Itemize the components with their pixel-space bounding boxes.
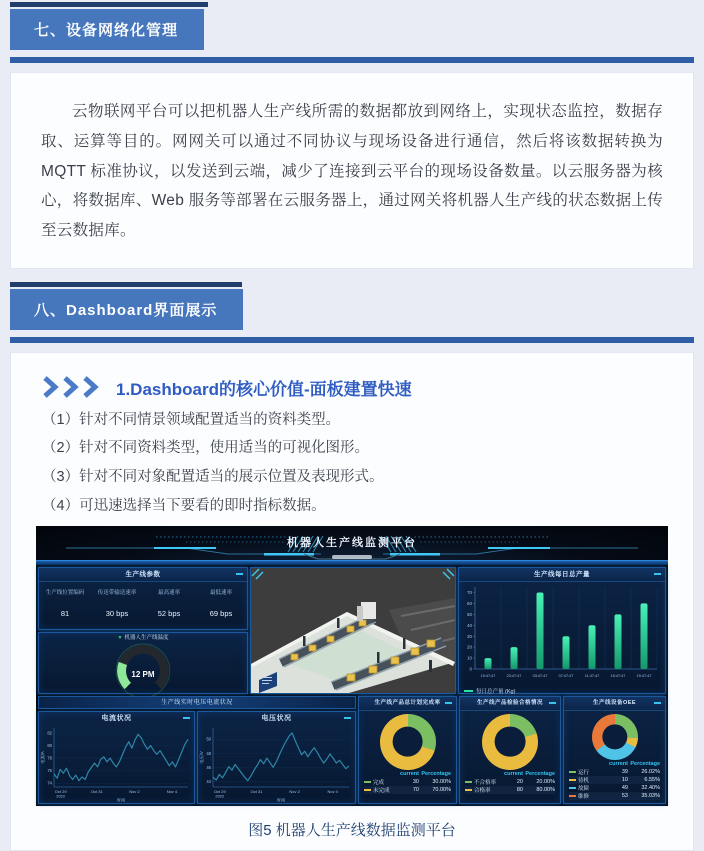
legend-row: 运行 39 26.02% <box>569 768 660 776</box>
svg-text:50: 50 <box>206 736 211 742</box>
section-7-top-bar <box>10 2 208 7</box>
svg-text:15:47:47: 15:47:47 <box>610 673 626 678</box>
svg-text:Oct 292022: Oct 29 2022 <box>54 788 67 799</box>
panel-title: 生产线产品检验合格情况 <box>460 697 560 711</box>
svg-text:30: 30 <box>466 633 472 639</box>
section-7 <box>10 0 694 269</box>
legend-dash-icon <box>464 690 473 692</box>
svg-text:20: 20 <box>466 644 472 650</box>
green-caret-icon: ▼ <box>117 634 123 641</box>
svg-text:Nov 4: Nov 4 <box>166 788 178 794</box>
section-8-heading: 八、Dashboard界面展示 <box>10 289 243 330</box>
donut-legend: current Percentage 不合格率 20 20.00% 合格率 80 80.00% <box>460 771 560 794</box>
bar-chart-legend: 每日总产量 (Kg) <box>464 687 665 695</box>
daily-output-bar-chart <box>459 582 663 681</box>
dashboard-title: 机器人生产线监测平台 <box>287 536 417 549</box>
legend-row: 不合格率 20 20.00% <box>465 778 555 786</box>
param-cell: 最低速率 69 bps <box>209 589 233 618</box>
panel-production-line-params <box>38 567 248 630</box>
svg-text:Oct 292022: Oct 29 2022 <box>213 788 226 799</box>
collapse-dash-icon <box>654 702 661 704</box>
svg-text:Nov 2: Nov 2 <box>129 788 140 794</box>
donut-chart <box>482 714 538 770</box>
list-item: （4）可迅速选择当下要看的即时指标数据。 <box>42 497 326 514</box>
voltage-current-section-header: 生产线实时电压电流状况 <box>38 696 356 709</box>
panel-title: 生产线每日总产量 <box>459 568 665 582</box>
collapse-dash-icon <box>236 573 243 575</box>
subsection-title-row <box>42 375 668 400</box>
svg-text:11:47:47: 11:47:47 <box>584 673 600 678</box>
section-7-card <box>10 72 694 269</box>
legend-row: 维修 53 35.03% <box>569 792 660 800</box>
params-table <box>39 588 247 618</box>
svg-text:时间: 时间 <box>116 797 126 803</box>
list-item: （2）针对不同资料类型，使用适当的可视化图形。 <box>42 440 370 457</box>
collapse-dash-icon <box>445 702 452 704</box>
section-7-divider <box>10 57 694 63</box>
section-8-card <box>10 352 694 851</box>
svg-text:48: 48 <box>206 750 211 756</box>
panel-inspection-pass-donut <box>459 696 561 804</box>
panel-voltage-status <box>197 711 356 804</box>
collapse-dash-icon <box>654 573 661 575</box>
panel-equipment-oee-donut <box>563 696 666 804</box>
collapse-dash-icon <box>549 702 556 704</box>
collapse-dash-icon <box>183 717 190 719</box>
panel-line-temperature-gauge <box>38 632 248 694</box>
svg-text:82: 82 <box>47 730 52 736</box>
legend-row: 合格率 80 80.00% <box>465 786 555 794</box>
dashboard-header-strip <box>36 560 668 565</box>
svg-text:23:47:47: 23:47:47 <box>506 673 522 678</box>
panel-title: 生产线参数 <box>39 568 247 582</box>
donut-chart <box>592 714 638 760</box>
panel-3d-view <box>250 567 456 694</box>
figure-caption: 图5 机器人生产线数据监测平台 <box>248 821 456 839</box>
svg-text:07:47:47: 07:47:47 <box>558 673 574 678</box>
svg-text:Nov 4: Nov 4 <box>327 788 338 794</box>
donut-hole <box>495 726 526 757</box>
svg-text:19:47:47: 19:47:47 <box>636 673 652 678</box>
svg-text:70: 70 <box>466 589 472 595</box>
donut-hole <box>602 724 627 749</box>
section-7-paragraph: 云物联网平台可以把机器人生产线所需的数据都放到网络上，实现状态监控，数据存取、运算等目的。网网关可以通过不同协议与现场设备进行通信，然后将该数据转换为 MQTT 标准协议，以发送到云端，减少了连接到云平台的现场设备数量。以云服务器为核心，将数据库、Web 服务等部署在云服务器上，通过网关将机器人生产线的状态数据上传至云数据库。 <box>41 103 663 239</box>
triple-chevron-icon <box>42 376 104 398</box>
dashboard-header <box>36 526 668 560</box>
gauge-chart <box>97 644 189 694</box>
svg-text:电流/A: 电流/A <box>40 750 45 764</box>
legend-row: 故障 49 32.40% <box>569 784 660 792</box>
svg-text:时间: 时间 <box>276 797 286 803</box>
param-cell: 最高速率 52 bps <box>157 589 181 618</box>
svg-text:电压/V: 电压/V <box>199 750 204 764</box>
svg-text:76: 76 <box>47 767 52 773</box>
svg-text:Oct 31: Oct 31 <box>250 788 263 794</box>
legend-row: 完成 30 30.00% <box>364 778 451 786</box>
svg-text:03:47:47: 03:47:47 <box>532 673 548 678</box>
param-cell: 传送带输送速率 30 bps <box>97 589 137 618</box>
panel-daily-output <box>458 567 666 694</box>
section-8 <box>10 282 694 851</box>
section-8-divider <box>10 337 694 343</box>
donut-chart <box>380 714 436 770</box>
donut-hole <box>392 726 423 757</box>
svg-text:50: 50 <box>466 611 472 617</box>
panel-plan-completion-donut <box>358 696 457 804</box>
legend-row: 未完成 70 70.00% <box>364 786 451 794</box>
svg-text:46: 46 <box>206 764 211 770</box>
svg-text:40: 40 <box>466 622 472 628</box>
param-cell: 生产线位置编码 81 <box>45 589 85 618</box>
svg-text:78: 78 <box>47 755 52 761</box>
section-7-heading: 七、设备网络化管理 <box>10 9 204 50</box>
list-item: （1）针对不同情景领域配置适当的资料类型。 <box>42 411 341 428</box>
svg-text:19:47:47: 19:47:47 <box>480 673 496 678</box>
donut-legend: current Percentage 运行 39 26.02% 待机 10 6.55% 故障 49 32.40% 维修 53 35.03% <box>564 761 665 800</box>
value-list <box>42 406 668 521</box>
dashboard-figure <box>36 526 668 806</box>
voltage-line-chart <box>198 724 353 803</box>
svg-text:74: 74 <box>47 780 52 786</box>
panel-title: 生产线产品总计划完成率 <box>359 697 456 711</box>
gauge-value: 12 PM <box>131 669 155 679</box>
svg-text:0: 0 <box>469 666 472 672</box>
panel-title: 电流状况 <box>39 712 194 724</box>
svg-text:Nov 2: Nov 2 <box>289 788 300 794</box>
svg-text:44: 44 <box>206 778 211 784</box>
subsection-title: 1.Dashboard的核心价值-面板建置快速 <box>116 379 412 399</box>
svg-text:80: 80 <box>47 742 52 748</box>
panel-title: 电压状况 <box>198 712 355 724</box>
svg-text:60: 60 <box>466 600 472 606</box>
panel-title: 生产线设备OEE <box>564 697 665 711</box>
current-line-chart <box>39 724 192 803</box>
gauge-title: ▼ 机器人生产线温度 <box>117 634 169 641</box>
section-8-top-bar <box>10 282 242 287</box>
list-item: （3）针对不同对象配置适当的展示位置及表现形式。 <box>42 469 384 486</box>
panel-current-status <box>38 711 195 804</box>
legend-row: 待机 10 6.55% <box>569 776 660 784</box>
donut-legend: current Percentage 完成 30 30.00% 未完成 70 70.00% <box>359 771 456 794</box>
production-line-3d-view <box>251 568 455 693</box>
svg-text:10: 10 <box>466 655 472 661</box>
svg-text:Oct 31: Oct 31 <box>90 788 103 794</box>
collapse-dash-icon <box>344 717 351 719</box>
